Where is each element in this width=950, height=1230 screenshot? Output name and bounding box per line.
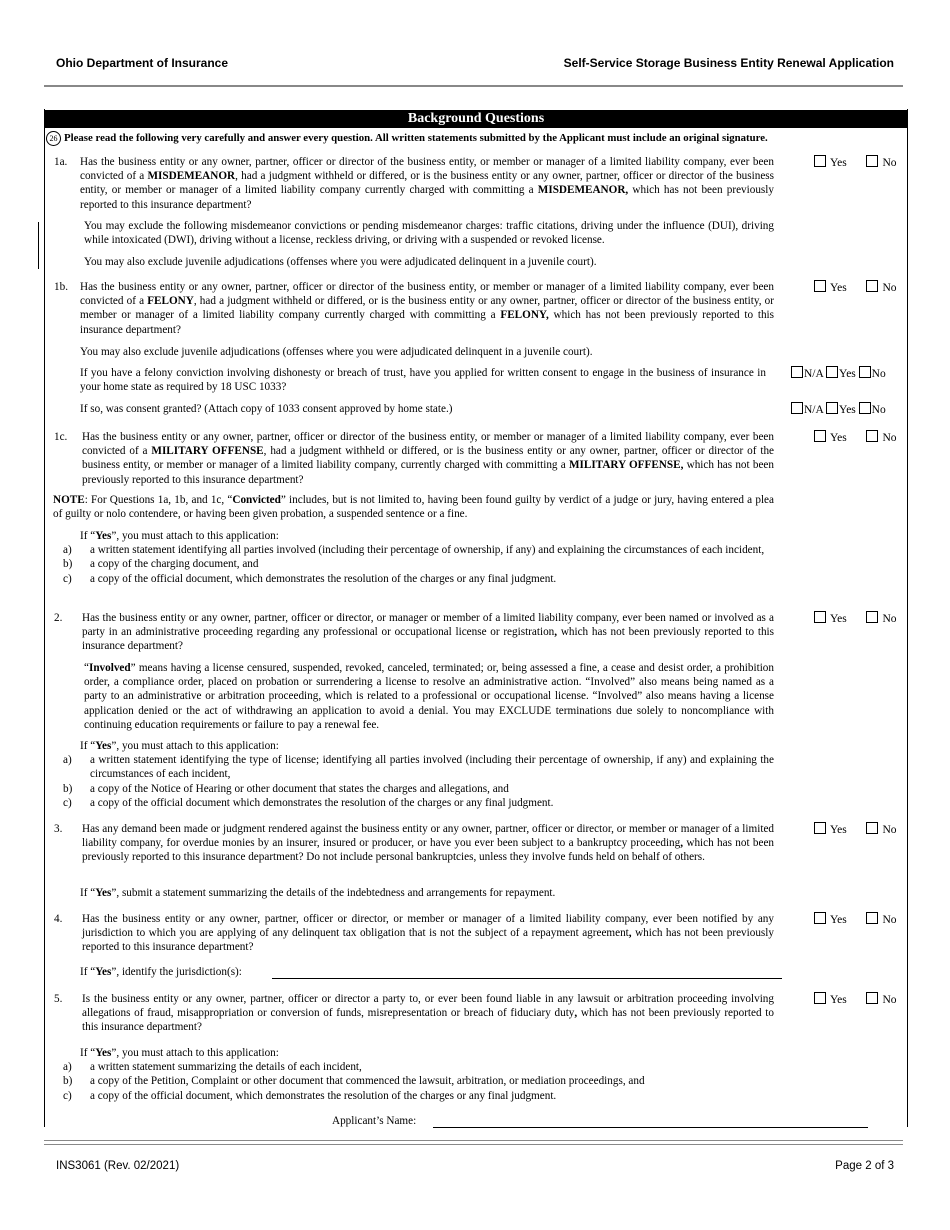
- q1b-answer: Yes No: [814, 280, 897, 295]
- q3-followup: If “Yes”, submit a statement summarizing the details of the indebtedness and arrangements for repayment.: [80, 887, 556, 899]
- page-number: Page 2 of 3: [835, 1160, 894, 1172]
- attach-list-2-lead: If “Yes”, you must attach to this application:: [80, 740, 279, 752]
- convicted-note: NOTE: For Questions 1a, 1b, and 1c, “Convicted” includes, but is not limited to, having been found guilty by verdict of a judge or jury, having entered a plea of guilty or nolo contendere, or having been given probation, a suspended sentence or a fine.: [53, 494, 774, 521]
- q3-answer: Yes No: [814, 822, 897, 837]
- form-number: INS3061 (Rev. 02/2021): [56, 1160, 180, 1172]
- intro-text: Please read the following very carefully and answer every question. All written statements submitted by the Applicant must include an original signature.: [64, 132, 768, 144]
- q1b-yes-checkbox[interactable]: [814, 280, 826, 292]
- q2-no-checkbox[interactable]: [866, 611, 878, 623]
- q1c-text: Has the business entity or any owner, partner, officer or director of the business entity, or member or manager of a limited liability company, ever been convicted of a MILITARY OFFENSE, had a judgment withheld or differed, or is the business entity or any owner, partner, officer or director of the business entity, or member or manager of a limited liability company, currently charged with committing a MILITARY OFFENSE, which has not been previously reported to this insurance department?: [82, 431, 775, 486]
- q1b-no-checkbox[interactable]: [866, 280, 878, 292]
- q1b-text: Has the business entity or any owner, partner, officer or director of the business entity, or member or manager of a limited liability company, ever been convicted of a FELONY, had a judgment withheld or differed, or is the business entity or any owner, partner, officer or director of the business entity, or member or manager of a limited liability company currently charged with committing a FELONY, which has not been previously reported to this insurance department?: [80, 281, 774, 336]
- q1b-number: 1b.: [54, 281, 68, 293]
- q1b-granted-question: If so, was consent granted? (Attach copy of 1033 consent approved by home state.): [80, 403, 453, 415]
- footer-divider-bottom: [44, 1144, 903, 1145]
- q1a-answer: Yes No: [814, 155, 897, 170]
- revision-mark: [38, 222, 39, 269]
- list-item: a) a written statement identifying all parties involved (including their percentage of ownership, if any) and explaining the circumstances of each incident,: [63, 544, 765, 557]
- q1a-no-checkbox[interactable]: [866, 155, 878, 167]
- attach-list-1: [63, 529, 774, 586]
- q1b-consent-answer: N/A Yes No: [791, 366, 886, 381]
- q1a-exclusions: You may exclude the following misdemeanor convictions or pending misdemeanor charges: traffic citations, driving under the influence (DUI), driving while intoxicated (DWI), driving without a license, reckless driving, or driving with a suspended or revoked license.: [84, 220, 774, 247]
- q1c-yes-checkbox[interactable]: [814, 430, 826, 442]
- q2-text: Has the business entity or any owner, partner, officer or director, or manager or member of a limited liability company, ever been named or involved as a party in an administrative proceeding regarding any professional or occupational license or registration, which has not been previously reported to this insurance department?: [82, 612, 774, 653]
- q4-no-checkbox[interactable]: [866, 912, 878, 924]
- attach-list-5: [63, 1046, 774, 1103]
- header-divider: [44, 85, 903, 87]
- q3-no-checkbox[interactable]: [866, 822, 878, 834]
- section-title: Background Questions: [44, 110, 908, 128]
- footer-divider-top: [44, 1140, 903, 1141]
- attach-list-5-lead: If “Yes”, you must attach to this application:: [80, 1047, 279, 1059]
- q1b-consent-question: If you have a felony conviction involving dishonesty or breach of trust, have you applied for written consent to engage in the business of insurance in your home state as required by 18 USC 1033?: [80, 367, 766, 394]
- list-item: a) a written statement identifying the type of license; identifying all parties involved (including their percentage of ownership, if any) and explaining the circumstances of each incident,: [63, 754, 774, 781]
- q1c-no-checkbox[interactable]: [866, 430, 878, 442]
- q2-answer: Yes No: [814, 611, 897, 626]
- q1a-juvenile-exclusion: You may also exclude juvenile adjudications (offenses where you were adjudicated delinquent in a juvenile court).: [84, 256, 597, 268]
- q5-yes-checkbox[interactable]: [814, 992, 826, 1004]
- q2-number: 2.: [54, 612, 63, 624]
- q1b-granted-no-checkbox[interactable]: [859, 402, 871, 414]
- q1b-granted-na-checkbox[interactable]: [791, 402, 803, 414]
- attach-list-2: [63, 739, 774, 810]
- q1b-consent-no-checkbox[interactable]: [859, 366, 871, 378]
- q5-text: Is the business entity or any owner, partner, officer or director a party to, or ever been found liable in any lawsuit or arbitration proceeding involving allegations of fraud, misappropriation or conversion of funds, misrepresentation or breach of fiduciary duty, which has not been previously reported to this insurance department?: [82, 993, 775, 1034]
- q4-yes-checkbox[interactable]: [814, 912, 826, 924]
- q1a-number: 1a.: [54, 156, 68, 168]
- q3-yes-checkbox[interactable]: [814, 822, 826, 834]
- applicant-name-label: Applicant’s Name:: [332, 1115, 417, 1127]
- q4-answer: Yes No: [814, 912, 897, 927]
- jurisdiction-input[interactable]: [272, 978, 782, 979]
- q1c-answer: Yes No: [814, 430, 897, 445]
- involved-definition: “Involved” means having a license censured, suspended, revoked, canceled, terminated; or, being assessed a fine, a cease and desist order, a prohibition order, a compliance order, placed on probation or surrendering a license to resolve an administrative action. “Involved” also means being named as a party to an administrative or arbitration proceeding, which is related to a professional or occupational license. “Involved” also means having a license application denied or the act of withdrawing an application to avoid a denial. You may EXCLUDE terminations due solely to noncompliance with continuing education requirements or failure to pay a renewal fee.: [84, 662, 774, 731]
- q5-number: 5.: [54, 993, 63, 1005]
- list-item: b) a copy of the Notice of Hearing or other document that states the charges and allegations, and: [63, 782, 509, 795]
- form-title: Self-Service Storage Business Entity Renewal Application: [563, 56, 894, 70]
- q5-answer: Yes No: [814, 992, 897, 1007]
- q1a-text: Has the business entity or any owner, partner, officer or director of the business entity, or member or manager of a limited liability company, ever been convicted of a MISDEMEANOR, had a judgment withheld or differed, or is the business entity or any owner, partner, officer or director of the business entity, or member or manager of a limited liability company currently charged with committing a MISDEMEANOR, which has not been previously reported to this insurance department?: [80, 156, 774, 211]
- list-item: b) a copy of the Petition, Complaint or other document that commenced the lawsuit, arbitration, or mediation proceedings, and: [63, 1075, 645, 1088]
- q1a-yes-checkbox[interactable]: [814, 155, 826, 167]
- q3-text: Has any demand been made or judgment rendered against the business entity or any owner, partner, officer or director, or member or manager of a limited liability company, for overdue monies by an insurer, insured or producer, or have you ever been subject to a bankruptcy proceeding, which has not been previously reported to this insurance department? Do not include personal bankruptcies, unless they involve funds held on behalf of others.: [82, 823, 775, 864]
- list-item: a) a written statement summarizing the details of each incident,: [63, 1061, 362, 1074]
- q1b-consent-yes-checkbox[interactable]: [826, 366, 838, 378]
- q1b-consent-na-checkbox[interactable]: [791, 366, 803, 378]
- q2-yes-checkbox[interactable]: [814, 611, 826, 623]
- q1c-number: 1c.: [54, 431, 68, 443]
- q1b-granted-answer: N/A Yes No: [791, 402, 886, 417]
- section-number: 26: [46, 131, 61, 146]
- q5-no-checkbox[interactable]: [866, 992, 878, 1004]
- applicant-name-input[interactable]: [433, 1127, 868, 1128]
- q3-number: 3.: [54, 823, 63, 835]
- q4-text: Has the business entity or any owner, partner, officer or director, or member or manager of a limited liability company, ever been notified by any jurisdiction to which you are applying of any delinquent tax obligation that is not the subject of a repayment agreement, which has not been previously reported to this insurance department?: [82, 913, 774, 954]
- list-item: c) a copy of the official document, which demonstrates the resolution of the charges or any final judgment.: [63, 572, 557, 585]
- list-item: c) a copy of the official document which demonstrates the resolution of the charges or any final judgment.: [63, 796, 554, 809]
- list-item: c) a copy of the official document, which demonstrates the resolution of the charges or any final judgment.: [63, 1089, 557, 1102]
- list-item: b) a copy of the charging document, and: [63, 558, 259, 571]
- q1b-juvenile-exclusion: You may also exclude juvenile adjudications (offenses where you were adjudicated delinquent in a juvenile court).: [80, 346, 593, 358]
- q4-number: 4.: [54, 913, 63, 925]
- q1b-granted-yes-checkbox[interactable]: [826, 402, 838, 414]
- agency-name: Ohio Department of Insurance: [56, 56, 229, 70]
- section-intro: [46, 131, 906, 146]
- jurisdiction-label: If “Yes”, identify the jurisdiction(s):: [80, 966, 242, 978]
- attach-list-1-lead: If “Yes”, you must attach to this application:: [80, 530, 279, 542]
